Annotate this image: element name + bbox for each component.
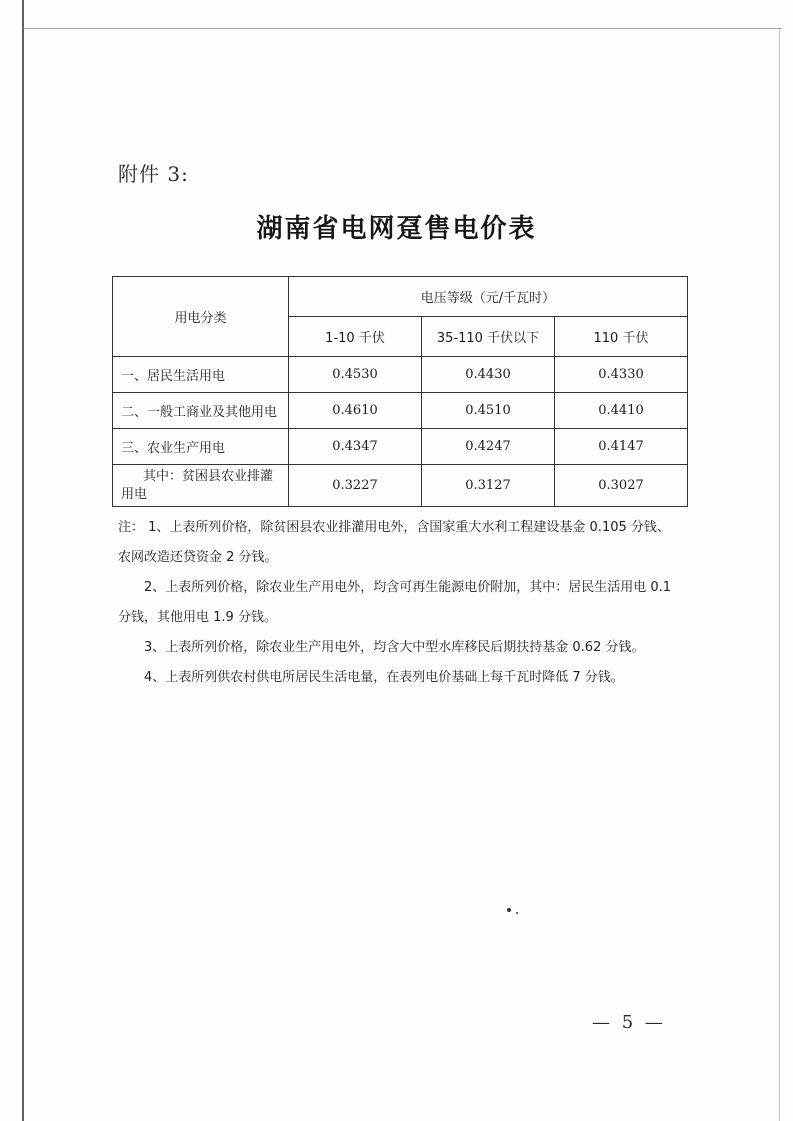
attachment-label: 附件 3:	[118, 162, 189, 186]
row-category: 三、农业生产用电	[113, 429, 289, 465]
voltage-level-3: 110 千伏	[555, 317, 688, 357]
scan-speck	[507, 908, 511, 912]
scan-speck	[516, 912, 518, 914]
notes-section	[118, 513, 678, 693]
price-cell: 0.4247	[422, 429, 555, 465]
row-category: 二、一般工商业及其他用电	[113, 393, 289, 429]
voltage-level-1: 1-10 千伏	[289, 317, 422, 357]
note-4: 4、上表所列供农村供电所居民生活电量，在表列电价基础上每千瓦时降低 7 分钱。	[144, 670, 624, 685]
scan-edge-left	[22, 0, 24, 1121]
table-header-row	[113, 277, 688, 317]
price-cell: 0.4430	[422, 357, 555, 393]
price-cell: 0.4347	[289, 429, 422, 465]
price-cell: 0.3127	[422, 465, 555, 507]
note-3: 3、上表所列价格，除农业生产用电外，均含大中型水库移民后期扶持基金 0.62 分钱。	[144, 640, 645, 655]
row-category-line1: 其中：贫困县农业排灌	[143, 468, 274, 484]
price-cell: 0.3027	[555, 465, 688, 507]
price-cell: 0.4610	[289, 393, 422, 429]
table-row	[113, 465, 688, 507]
scan-edge-right	[779, 28, 780, 1121]
table-row	[113, 393, 688, 429]
page-title: 湖南省电网趸售电价表	[256, 214, 537, 244]
category-header: 用电分类	[113, 277, 289, 357]
row-category-line2: 用电	[121, 486, 148, 502]
scan-edge-top	[22, 28, 782, 29]
note-1-line-2: 农网改造还贷资金 2 分钱。	[118, 550, 278, 565]
note-2-line-1: 2、上表所列价格，除农业生产用电外，均含可再生能源电价附加，其中：居民生活用电 0.1	[144, 580, 672, 595]
price-table	[112, 276, 688, 507]
voltage-level-2: 35-110 千伏以下	[422, 317, 555, 357]
price-cell: 0.4410	[555, 393, 688, 429]
price-cell: 0.4147	[555, 429, 688, 465]
price-cell: 0.4530	[289, 357, 422, 393]
note-2-line-2: 分钱，其他用电 1.9 分钱。	[118, 610, 277, 625]
price-cell: 0.4510	[422, 393, 555, 429]
price-cell: 0.3227	[289, 465, 422, 507]
page-number: — 5 —	[592, 1012, 666, 1033]
table-row	[113, 429, 688, 465]
table-row	[113, 357, 688, 393]
voltage-header: 电压等级（元/千瓦时）	[289, 277, 688, 317]
row-category: 一、居民生活用电	[113, 357, 289, 393]
note-1-line-1: 注： 1、上表所列价格，除贫困县农业排灌用电外，含国家重大水利工程建设基金 0.105 分钱、	[118, 520, 670, 535]
row-category-sub	[113, 465, 289, 507]
price-cell: 0.4330	[555, 357, 688, 393]
